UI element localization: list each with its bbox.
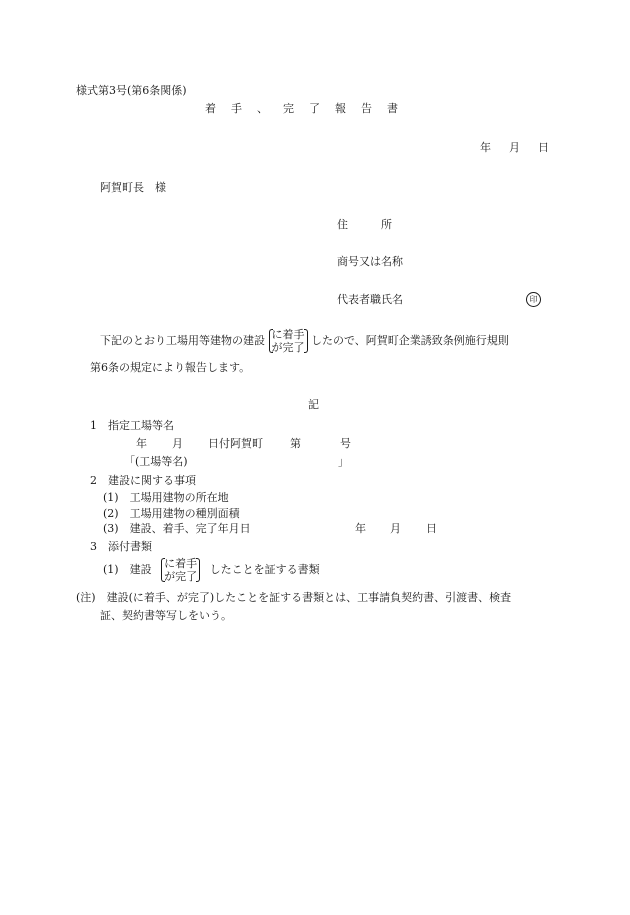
s3-item-1-suffix: したことを証する書類	[209, 563, 320, 576]
section-3-heading: 3 添付書類	[90, 540, 152, 553]
body-text-after: したので、阿賀町企業誘致条例施行規則	[311, 334, 509, 347]
s2-item-3-month: 月	[390, 522, 401, 535]
s1-month: 月	[172, 437, 183, 450]
option-complete: が完了	[271, 341, 305, 354]
s1-go: 号	[340, 437, 351, 450]
addressee: 阿賀町長 様	[100, 181, 166, 194]
s3-option-complete: が完了	[164, 570, 198, 583]
body-line-1	[100, 328, 509, 354]
form-number: 様式第3号(第6条関係)	[76, 84, 187, 97]
s3-item-1	[103, 557, 320, 583]
document-title: 着手、完了報告書	[205, 102, 413, 115]
report-date	[480, 141, 549, 155]
s2-item-1: (1) 工場用建物の所在地	[103, 491, 229, 504]
address-label: 住 所	[337, 218, 392, 231]
note-line-1: (注) 建設(に着手、が完了)したことを証する書類とは、工事請負契約書、引渡書、検査	[76, 591, 512, 604]
company-name-label: 商号又は名称	[337, 255, 403, 268]
seal-icon: 印	[526, 292, 541, 307]
note-line-2: 証、契約書等写しをいう。	[100, 609, 232, 622]
body-text-before: 下記のとおり工場用等建物の建設	[100, 334, 265, 347]
s1-dai: 第	[290, 437, 301, 450]
seal-mark	[526, 292, 541, 307]
factory-name-open: 「(工場等名)	[124, 455, 188, 468]
s2-item-2: (2) 工場用建物の種別面積	[103, 507, 240, 520]
month-label: 月	[509, 141, 520, 154]
s2-item-3-year: 年	[355, 522, 366, 535]
option-start: に着手	[271, 328, 305, 341]
s2-item-3: (3) 建設、着手、完了年月日	[103, 522, 251, 535]
day-label: 日	[538, 141, 549, 154]
ki-heading: 記	[308, 398, 319, 411]
s1-day-town: 日付阿賀町	[208, 437, 263, 450]
s3-option-brace	[161, 557, 200, 583]
representative-label: 代表者職氏名	[337, 293, 403, 306]
section-1-heading: 1 指定工場等名	[90, 419, 174, 432]
section-2-heading: 2 建設に関する事項	[90, 474, 196, 487]
body-option-brace	[269, 328, 308, 354]
s2-item-3-day: 日	[426, 522, 437, 535]
factory-name-close: 」	[338, 455, 349, 468]
body-line-2: 第6条の規定により報告します。	[90, 361, 251, 374]
s3-option-start: に着手	[164, 557, 198, 570]
year-label: 年	[480, 141, 491, 154]
s1-year: 年	[136, 437, 147, 450]
s3-item-1-prefix: (1) 建設	[103, 563, 152, 576]
